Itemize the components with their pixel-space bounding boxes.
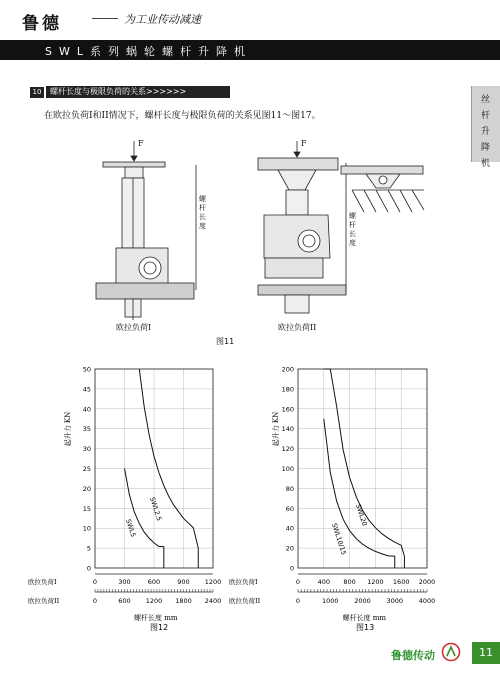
chart1-y-axis-title: 起升力 KN bbox=[64, 411, 72, 447]
chart1-y-tick-label: 5 bbox=[86, 544, 91, 553]
chart1-y-tick-label: 10 bbox=[82, 524, 91, 533]
chart1-axis2-tick-label: 1800 bbox=[175, 597, 192, 605]
chart2-axis1-tick-label: 400 bbox=[317, 578, 331, 586]
chart1-axis1-tick-label: 300 bbox=[118, 578, 131, 586]
case2-caption: 欧拉负荷II bbox=[278, 323, 317, 332]
chart2-y-tick-label: 80 bbox=[285, 484, 294, 493]
length-label-case1: 螺杆长度 bbox=[199, 195, 206, 230]
chart1-axis1-tick-label: 0 bbox=[92, 578, 98, 586]
chart2-x-axis-title: 螺杆长度 mm bbox=[342, 614, 387, 622]
header-slogan: 为工业传动减速 bbox=[124, 13, 201, 26]
chart1-y-tick-label: 0 bbox=[86, 564, 91, 573]
chart2-axis2-label: 欧拉负荷II bbox=[229, 597, 261, 605]
chart2-y-tick-label: 20 bbox=[285, 544, 294, 553]
chart1-y-tick-label: 50 bbox=[82, 365, 91, 374]
chart2-y-tick-label: 60 bbox=[285, 504, 294, 513]
section-number: 10 bbox=[30, 87, 44, 98]
chart1-y-tick-label: 30 bbox=[82, 445, 91, 454]
chart1-series-label: SWL2.5 bbox=[148, 496, 164, 522]
force-label-case1: F bbox=[138, 139, 144, 148]
brand-logo-icon bbox=[441, 642, 461, 662]
chart2-y-tick-label: 200 bbox=[281, 365, 294, 374]
chart2-axis1-tick-label: 1600 bbox=[392, 578, 410, 586]
chart2-y-tick-label: 100 bbox=[281, 465, 294, 473]
chart2-axis1-tick-label: 0 bbox=[295, 578, 301, 586]
chart2-y-tick-label: 160 bbox=[281, 405, 294, 414]
chart1-series-line-swl5 bbox=[139, 369, 198, 548]
chart2-axis2-tick-label: 4000 bbox=[418, 597, 436, 605]
section-title: 螺杆长度与极限负荷的关系>>>>>> bbox=[46, 86, 230, 98]
chart2-axis1-label: 欧拉负荷I bbox=[229, 578, 258, 586]
chart2-series-label: SWL10/15 bbox=[330, 522, 348, 556]
chart2-axis2-tick-label: 2000 bbox=[354, 597, 371, 605]
chart2-axis2-tick-label: 3000 bbox=[386, 597, 404, 605]
chart1-y-tick-label: 15 bbox=[82, 504, 91, 513]
chart1-caption: 图12 bbox=[150, 623, 169, 632]
chart1-axis2-tick-label: 1200 bbox=[145, 597, 163, 605]
chart1-axis2-tick-label: 2400 bbox=[204, 597, 222, 605]
chart2-axis1-tick-label: 1200 bbox=[367, 578, 384, 586]
chart2-axis2-tick-label: 1000 bbox=[321, 597, 339, 605]
chart2-y-tick-label: 0 bbox=[289, 564, 294, 573]
chart2-axis2-tick-label: 0 bbox=[295, 597, 301, 605]
chart2-y-axis-title: 起升力 KN bbox=[272, 411, 280, 447]
chart2-y-tick-label: 120 bbox=[281, 445, 294, 454]
chart1-y-tick-label: 40 bbox=[82, 405, 91, 414]
chart1-y-tick-label: 45 bbox=[82, 385, 91, 394]
chart2-axis1-tick-label: 800 bbox=[343, 578, 356, 586]
chart1-axis2-tick-label: 0 bbox=[92, 597, 98, 605]
chart1-axis1-tick-label: 900 bbox=[177, 578, 190, 586]
chart2-y-tick-label: 180 bbox=[281, 385, 294, 394]
chart2-y-tick-label: 40 bbox=[285, 524, 294, 533]
chart2-axis1-tick-label: 2000 bbox=[418, 578, 436, 586]
length-label-case2: 螺杆长度 bbox=[349, 212, 356, 247]
chart1-axis1-tick-label: 600 bbox=[147, 578, 161, 586]
chart2-y-tick-label: 140 bbox=[281, 425, 294, 434]
series-title: SWL系列蜗轮螺杆升降机 bbox=[45, 45, 252, 58]
page-number: 11 bbox=[472, 642, 500, 664]
chart1-series-label: SWL5 bbox=[124, 518, 138, 539]
chart2-series-label: SWL20 bbox=[354, 503, 369, 527]
chart1-y-tick-label: 25 bbox=[82, 465, 91, 473]
chart1-axis1-tick-label: 1200 bbox=[204, 578, 222, 586]
figure11-caption: 图11 bbox=[216, 337, 235, 346]
footer-brand: 鲁德传动 bbox=[391, 649, 435, 662]
chart1-axis1-label: 欧拉负荷I bbox=[28, 578, 57, 586]
case1-caption: 欧拉负荷I bbox=[116, 323, 152, 332]
chart2-caption: 图13 bbox=[356, 623, 375, 632]
chart1-y-tick-label: 20 bbox=[82, 484, 91, 493]
chart1-axis2-label: 欧拉负荷II bbox=[28, 597, 60, 605]
brand-name: 鲁德 bbox=[22, 14, 62, 34]
chart1-y-tick-label: 35 bbox=[82, 425, 91, 434]
intro-text: 在欧拉负荷I和II情况下，螺杆长度与极限负荷的关系见图11～图17。 bbox=[44, 111, 321, 121]
force-label-case2: F bbox=[301, 139, 307, 148]
chart1-axis2-tick-label: 600 bbox=[118, 597, 131, 605]
side-tab-label: 丝杆升降机 bbox=[481, 95, 491, 169]
chart1-x-axis-title: 螺杆长度 mm bbox=[134, 614, 178, 622]
